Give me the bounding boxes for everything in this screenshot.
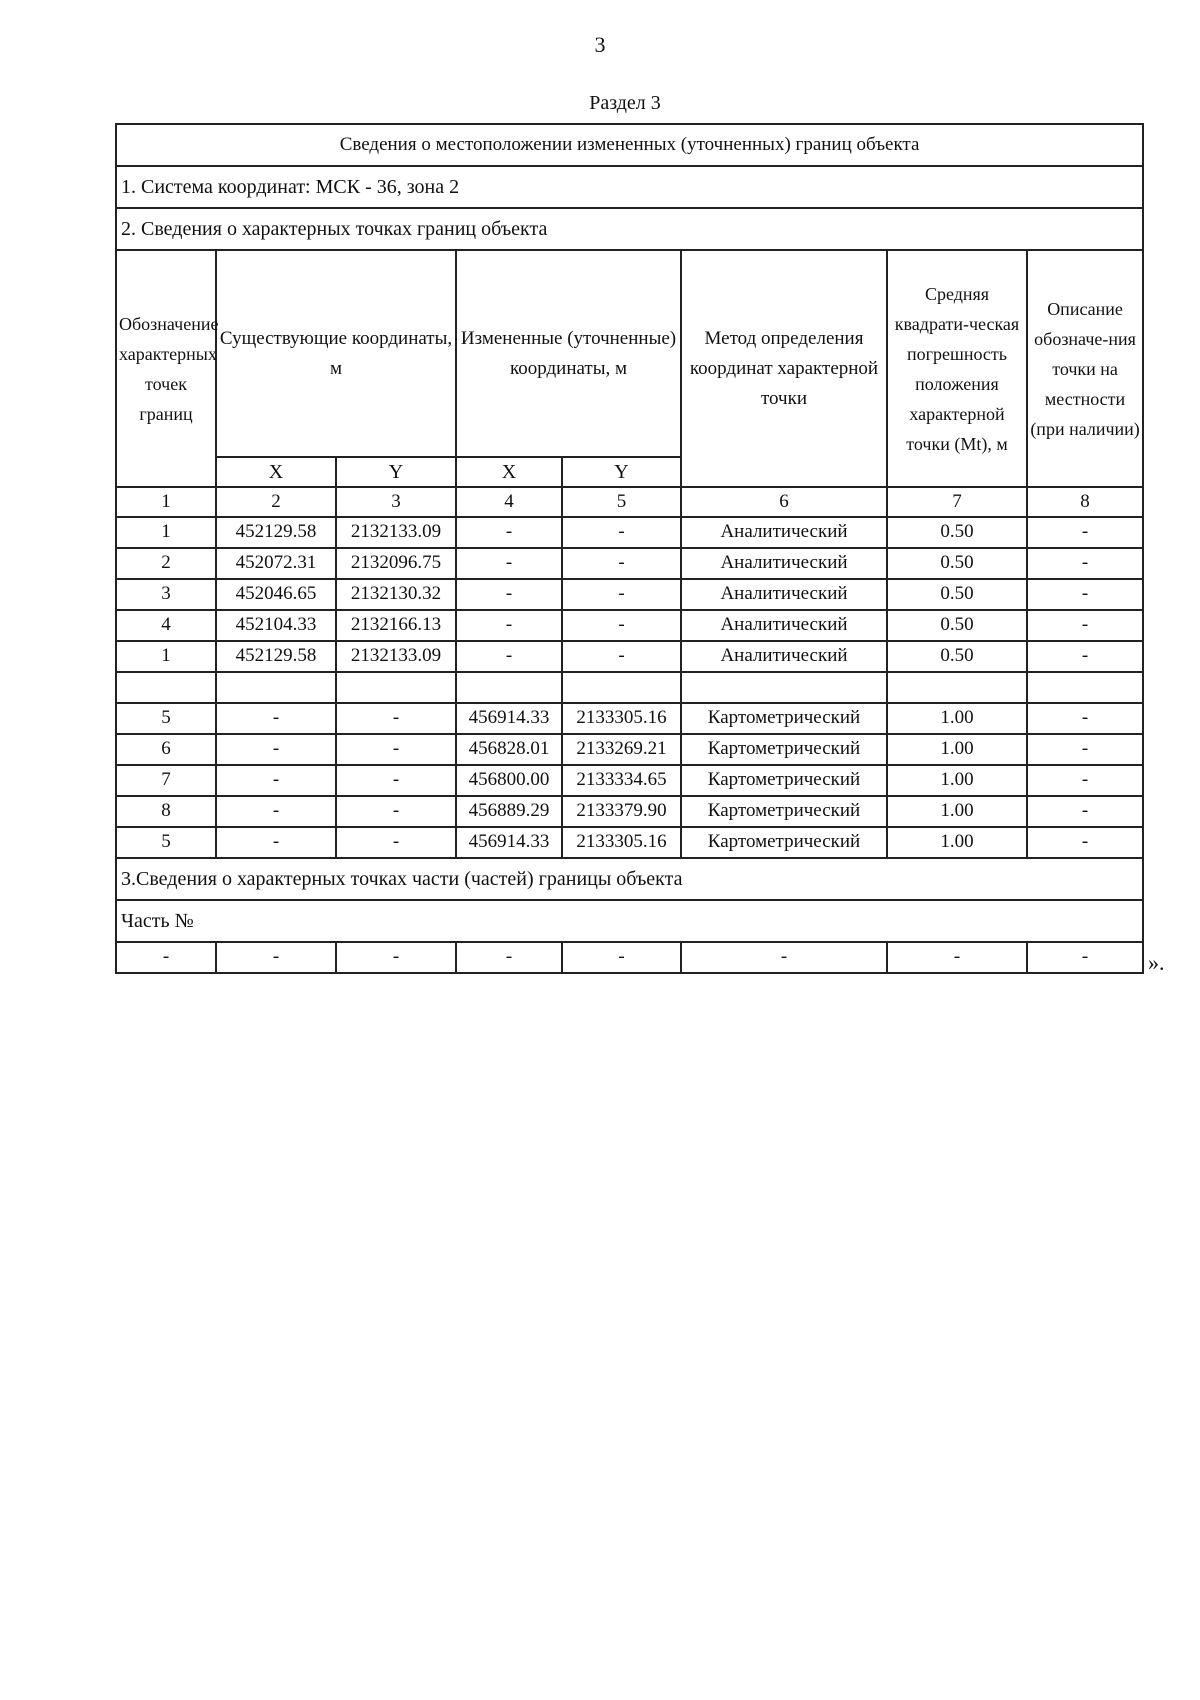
parts-heading: 3.Сведения о характерных точках части (частей) границы объекта xyxy=(116,858,1143,900)
table-cell: Аналитический xyxy=(681,579,887,610)
column-number: 7 xyxy=(887,487,1027,517)
table-cell xyxy=(1027,672,1143,703)
table-cell xyxy=(887,672,1027,703)
table-cell: - xyxy=(562,579,681,610)
table-cell: 0.50 xyxy=(887,517,1027,548)
table-cell: - xyxy=(216,734,336,765)
table-cell: Картометрический xyxy=(681,796,887,827)
table-cell: - xyxy=(1027,610,1143,641)
header-existing-coords: Существующие координаты, м xyxy=(216,250,456,457)
part-cell: - xyxy=(562,942,681,973)
column-number: 6 xyxy=(681,487,887,517)
table-cell: - xyxy=(562,517,681,548)
header-point-designation: Обозначение характерных точек границ xyxy=(116,250,216,487)
table-cell: - xyxy=(456,548,562,579)
table-cell: 2132096.75 xyxy=(336,548,456,579)
header-existing-y: Y xyxy=(336,457,456,487)
table-cell: 456800.00 xyxy=(456,765,562,796)
header-method: Метод определения координат характерной точки xyxy=(681,250,887,487)
table-row xyxy=(116,641,1143,672)
table-cell: 456914.33 xyxy=(456,703,562,734)
table-cell: 0.50 xyxy=(887,548,1027,579)
points-heading: 2. Сведения о характерных точках границ объекта xyxy=(116,208,1143,250)
table-cell: - xyxy=(456,610,562,641)
table-cell: - xyxy=(456,517,562,548)
table-cell: 5 xyxy=(116,827,216,858)
table-cell xyxy=(681,672,887,703)
column-number: 4 xyxy=(456,487,562,517)
table-cell: Картометрический xyxy=(681,765,887,796)
table-cell: 8 xyxy=(116,796,216,827)
header-changed-x: X xyxy=(456,457,562,487)
coordinate-system: 1. Система координат: МСК - 36, зона 2 xyxy=(116,166,1143,208)
column-numbers-row xyxy=(116,487,1143,517)
table-cell: 0.50 xyxy=(887,610,1027,641)
table-cell: - xyxy=(336,734,456,765)
part-row xyxy=(116,942,1143,973)
column-number: 2 xyxy=(216,487,336,517)
table-cell: Картометрический xyxy=(681,734,887,765)
table-cell: - xyxy=(562,548,681,579)
table-row xyxy=(116,827,1143,858)
table-cell: 7 xyxy=(116,765,216,796)
closing-mark: ». xyxy=(1148,950,1165,975)
table-row xyxy=(116,796,1143,827)
table-cell: - xyxy=(1027,827,1143,858)
table-cell: 1.00 xyxy=(887,796,1027,827)
table-cell: - xyxy=(216,765,336,796)
page-number: 3 xyxy=(594,32,606,57)
table-cell: - xyxy=(456,579,562,610)
table-cell: 2133305.16 xyxy=(562,703,681,734)
table-cell: Картометрический xyxy=(681,827,887,858)
column-number: 3 xyxy=(336,487,456,517)
section-label: Раздел 3 xyxy=(589,92,661,114)
table-cell: 6 xyxy=(116,734,216,765)
part-cell: - xyxy=(681,942,887,973)
column-number: 5 xyxy=(562,487,681,517)
table-cell: 3 xyxy=(116,579,216,610)
table-cell: 456889.29 xyxy=(456,796,562,827)
part-cell: - xyxy=(1027,942,1143,973)
table-row xyxy=(116,517,1143,548)
header-description: Описание обозначе-ния точки на местности (при наличии) xyxy=(1027,250,1143,487)
column-number: 8 xyxy=(1027,487,1143,517)
table-cell: - xyxy=(1027,703,1143,734)
table-cell: 4 xyxy=(116,610,216,641)
table-cell: - xyxy=(336,765,456,796)
table-cell: 0.50 xyxy=(887,641,1027,672)
table-cell: 2132166.13 xyxy=(336,610,456,641)
table-cell xyxy=(456,672,562,703)
table-cell: - xyxy=(336,796,456,827)
table-cell: 2132130.32 xyxy=(336,579,456,610)
table-cell: Аналитический xyxy=(681,641,887,672)
table-cell: - xyxy=(562,641,681,672)
table-cell: - xyxy=(336,827,456,858)
part-cell: - xyxy=(887,942,1027,973)
table-cell: 1 xyxy=(116,517,216,548)
table-row xyxy=(116,734,1143,765)
table-row xyxy=(116,610,1143,641)
table-cell: 452104.33 xyxy=(216,610,336,641)
table-cell: - xyxy=(216,703,336,734)
table-cell: - xyxy=(1027,796,1143,827)
table-cell: 2132133.09 xyxy=(336,517,456,548)
table-cell: - xyxy=(1027,548,1143,579)
part-cell: - xyxy=(336,942,456,973)
blank-row xyxy=(116,672,1143,703)
table-cell: 452129.58 xyxy=(216,517,336,548)
table-cell: 452072.31 xyxy=(216,548,336,579)
header-changed-y: Y xyxy=(562,457,681,487)
table-row xyxy=(116,548,1143,579)
header-mean-error: Средняя квадрати-ческая погрешность положения характерной точки (Mt), м xyxy=(887,250,1027,487)
table-cell: Картометрический xyxy=(681,703,887,734)
table-cell xyxy=(116,672,216,703)
table-cell: 2133305.16 xyxy=(562,827,681,858)
table-cell: 456828.01 xyxy=(456,734,562,765)
table-title: Сведения о местоположении измененных (уточненных) границ объекта xyxy=(116,124,1143,166)
table-cell: 2133334.65 xyxy=(562,765,681,796)
table-row xyxy=(116,765,1143,796)
table-cell: 1 xyxy=(116,641,216,672)
table-cell: - xyxy=(562,610,681,641)
table-cell: 1.00 xyxy=(887,703,1027,734)
column-number: 1 xyxy=(116,487,216,517)
table-row xyxy=(116,579,1143,610)
table-cell: 5 xyxy=(116,703,216,734)
table-cell: Аналитический xyxy=(681,517,887,548)
table-cell: 2 xyxy=(116,548,216,579)
table-cell: 456914.33 xyxy=(456,827,562,858)
table-cell: 1.00 xyxy=(887,827,1027,858)
table-cell xyxy=(216,672,336,703)
table-cell: - xyxy=(216,796,336,827)
boundary-points-table xyxy=(115,123,1144,974)
table-cell: Аналитический xyxy=(681,548,887,579)
table-cell: - xyxy=(1027,517,1143,548)
table-cell: 2132133.09 xyxy=(336,641,456,672)
table-cell: 0.50 xyxy=(887,579,1027,610)
part-cell: - xyxy=(456,942,562,973)
table-cell xyxy=(562,672,681,703)
table-cell: - xyxy=(456,641,562,672)
table-cell: 452129.58 xyxy=(216,641,336,672)
part-number-label: Часть № xyxy=(116,900,1143,942)
table-cell: 2133379.90 xyxy=(562,796,681,827)
table-cell: 452046.65 xyxy=(216,579,336,610)
table-row xyxy=(116,703,1143,734)
header-existing-x: X xyxy=(216,457,336,487)
table-cell: - xyxy=(1027,734,1143,765)
table-cell: - xyxy=(1027,641,1143,672)
table-cell: - xyxy=(1027,579,1143,610)
part-cell: - xyxy=(116,942,216,973)
part-cell: - xyxy=(216,942,336,973)
header-changed-coords: Измененные (уточненные) координаты, м xyxy=(456,250,681,457)
table-cell: 1.00 xyxy=(887,765,1027,796)
table-cell: Аналитический xyxy=(681,610,887,641)
table-cell: - xyxy=(1027,765,1143,796)
table-cell: - xyxy=(216,827,336,858)
table-cell: - xyxy=(336,703,456,734)
table-cell: 2133269.21 xyxy=(562,734,681,765)
table-cell: 1.00 xyxy=(887,734,1027,765)
table-cell xyxy=(336,672,456,703)
